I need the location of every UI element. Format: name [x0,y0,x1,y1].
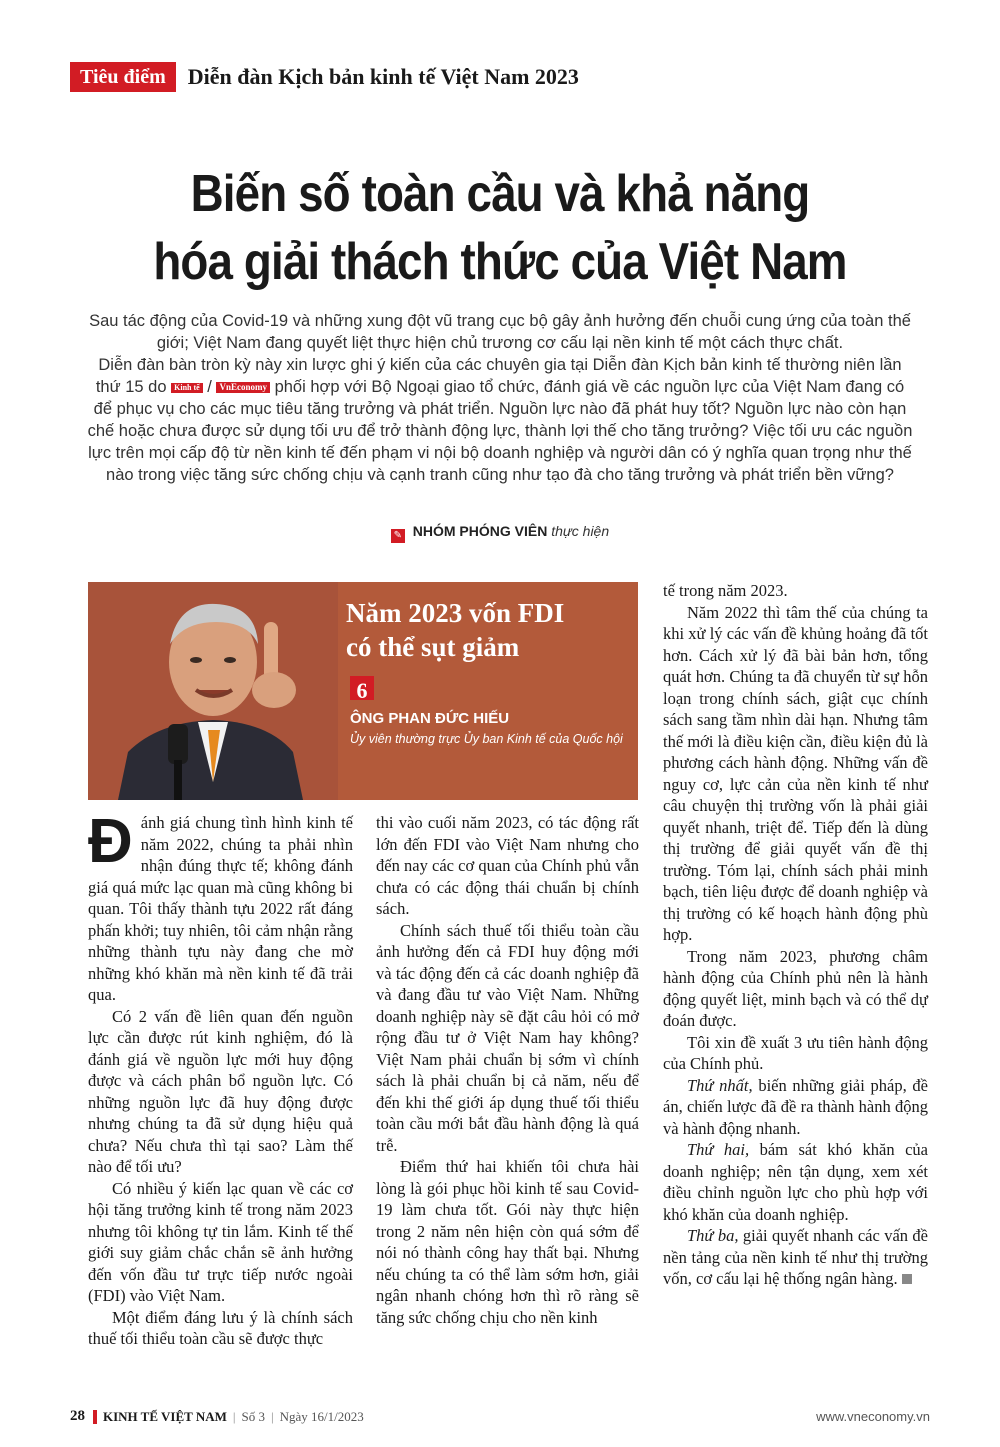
article-paragraph [663,1139,928,1225]
page-footer [70,1408,930,1425]
feature-title-line-1: Năm 2023 vốn FDI [346,598,565,628]
article-paragraph: thi vào cuối năm 2023, có tác động rất lớn đến FDI vào Việt Nam nhưng cho đến nay các cơ quan của Chính phủ vẫn chưa có các động thái chuẩn bị chính sách. [376,813,639,918]
feature-box-title [346,596,626,664]
article-column-1 [88,807,353,1350]
article-paragraph: Có 2 vấn đề liên quan đến nguồn lực cần được rút kinh nghiệm, đó là đánh giá về nguồn lực mới huy động được và cách phân bổ nguồn lực. Có những nguồn lực đã huy động được nhưng chúng ta đã sử dụng hiệu quả chưa? Nếu chưa thì tại sao? Làm thế nào để tối ưu? [88,1006,353,1176]
kinh-te-logo: Kinh tế [171,383,203,393]
issue-number: Số 3 [241,1408,265,1424]
speaker-photo [88,582,338,800]
issue-date: Ngày 16/1/2023 [279,1408,364,1424]
article-paragraph: Điểm thứ hai khiến tôi chưa hài lòng là gói phục hồi kinh tế sau Covid-19 làm chưa tốt. Gói này thực hiện trong 2 năm nên hiện còn quá sớm để nói nó thành công hay thất bại. Nhưng nếu chúng ta có thể làm sớm hơn, giải ngân nhanh chóng hơn thì rõ ràng sẽ tăng sức chống chịu cho nền kinh [376,1157,639,1327]
feature-box [88,582,638,800]
priority-lead: Thứ ba, [687,1226,739,1245]
publication-name: KINH TẾ VIỆT NAM [103,1408,227,1424]
vneconomy-logo: VnEconomy [216,382,270,393]
article-paragraph: Tôi xin đề xuất 3 ưu tiên hành động của Chính phủ. [663,1032,928,1073]
article-paragraph: Trong năm 2023, phương châm hành động của Chính phủ nên là hành động quyết liệt, minh bạch và có thể dự đoán được. [663,946,928,1030]
byline-team: NHÓM PHÓNG VIÊN [412,523,548,539]
section-header [70,62,579,92]
byline-role: thực hiện [551,523,610,539]
section-tag: Tiêu điểm [70,62,176,92]
website-link[interactable]: www.vneconomy.vn [816,1409,930,1424]
speaker-role: Ủy viên thường trực Ủy ban Kinh tế của Quốc hội [350,732,623,746]
article-paragraph: Có nhiều ý kiến lạc quan về các cơ hội tăng trưởng kinh tế trong năm 2023 nhưng tôi không tự tin lắm. Kinh tế thế giới suy giảm chắc chắn sẽ ảnh hưởng đến vốn đầu tư trực tiếp nước ngoài (FDI) vào Việt Nam. [88,1178,353,1305]
speaker-portrait-icon [88,582,338,800]
article-paragraph [88,807,353,1006]
logo-separator: / [207,378,212,396]
lede [85,310,915,486]
headline-line-1: Biến số toàn cầu và khả năng [190,165,810,223]
speaker-name: ÔNG PHAN ĐỨC HIẾU [350,710,510,727]
article-paragraph: Chính sách thuế tối thiểu toàn cầu ảnh hưởng đến cả FDI huy động mới và tác động đến cả các doanh nghiệp đã và đang đầu tư vào Việt Nam. Những doanh nghiệp này sẽ đặt câu hỏi có mở rộng đầu tư ở Việt Nam hay không? Việt Nam phải chuẩn bị sớm vì chính sách là phải chuẩn bị cả năm, nếu để đến khi thế giới áp dụng thuế tối thiểu toàn cầu mới bắt đầu hành động là quá trễ. [376,920,639,1155]
headline-line-2: hóa giải thách thức của Việt Nam [153,233,847,291]
article-paragraph: Một điểm đáng lưu ý là chính sách thuế tối thiểu toàn cầu sẽ được thực [88,1307,353,1348]
paragraph-text: bám sát khó khăn của doanh nghiệp; nên tận dụng, xem xét điều chỉnh nguồn lực cho phù hợp với khó khăn của doanh nghiệp. [663,1140,928,1224]
article-paragraph: tế trong năm 2023. [663,581,788,600]
article-column-2 [376,812,639,1328]
paragraph-text: giải quyết nhanh các vấn đề nền tảng của nền kinh tế như thị trường vốn, cơ cấu lại hệ thống ngân hàng. [663,1226,928,1288]
footer-separator: | [232,1408,236,1424]
byline [0,523,1000,543]
paragraph-text: biến những giải pháp, đề án, chiến lược đã đề ra thành hành động và hành động nhanh. [663,1075,928,1138]
footer-accent-bar [93,1410,97,1424]
article-paragraph [663,1225,928,1290]
lede-paragraph-2 [85,354,915,486]
feature-title-line-2: có thể sụt giảm [346,632,520,662]
article-column-3 [663,580,928,1290]
lede-paragraph-1: Sau tác động của Covid-19 và những xung đột vũ trang cục bộ gây ảnh hưởng đến chuỗi cung ứng của toàn thế giới; Việt Nam đang quyết liệt thực hiện chủ trương cơ cấu lại nền kinh tế một cách thực chất. [89,312,911,352]
byline-icon: ✎ [391,529,405,543]
priority-lead: Thứ hai, [687,1140,750,1159]
footer-separator: | [271,1408,274,1424]
page-number: 28 [70,1408,85,1424]
article-paragraph [663,1075,928,1140]
end-mark-icon [902,1274,912,1284]
quote-icon: 6 [350,676,374,700]
lede-text-before-logo: Diễn đàn bàn tròn kỳ này xin lược ghi ý kiến của các chuyên gia tại Diễn đàn Kịch bản kinh tế thường niên lần thứ 15 do [95,356,902,396]
page-title [113,160,887,296]
paragraph-text: ánh giá chung tình hình kinh tế năm 2022, chúng ta phải nhìn nhận đúng thực tế; không đánh giá quá mức lạc quan mà cũng không bi quan. Tôi thấy thành tựu 2022 rất đáng phấn khởi; tuy nhiên, tôi cảm nhận rằng những thành tựu này đang che mờ những khó khăn mà nền kinh tế đã trải qua. [88,813,353,1004]
lede-text-after-logo: phối hợp với Bộ Ngoại giao tổ chức, đánh giá về các nguồn lực của Việt Nam đang có để phục vụ cho các mục tiêu tăng trưởng và phát triển. Nguồn lực nào đã phát huy tốt? Nguồn lực nào còn hạn chế hoặc chưa được sử dụng tối ưu để trở thành động lực, thành lợi thế cho tăng trưởng? Việc tối ưu các nguồn lực trên mọi cấp độ từ nền kinh tế đến phạm vi nội bộ doanh nghiệp và người dân có ý nghĩa quan trọng như thế nào trong việc tăng sức chống chịu và cạnh tranh cũng như tạo đà cho tăng trưởng và phát triển bền vững? [87,378,913,484]
drop-cap: Đ [88,807,133,876]
priority-lead: Thứ nhất, [687,1075,753,1095]
section-title: Diễn đàn Kịch bản kinh tế Việt Nam 2023 [187,64,579,89]
article-paragraph: Năm 2022 thì tâm thế của chúng ta khi xử lý các vấn đề khủng hoảng đã tốt hơn. Cách xử lý đã bài bản hơn, tổng quát hơn. Chúng ta đã chuyển từ sự hỗn loạn trong chính sách, giật cục chính sách sang tầm nhìn dài hạn. Nhưng tâm thế mới là điều kiện cần, điều kiện đủ là phương cách hành động. Những vấn đề nguy cơ, lực cản của nền kinh tế như câu chuyện thị trường vốn là phải giải quyết nhanh, triệt để. Tiếp đến là dùng thị trường để giải quyết vấn đề thị trường. Tóm lại, chính sách phải minh bạch, tiên liệu được để doanh nghiệp và thị trường có kế hoạch hành động phù hợp. [663,602,928,944]
